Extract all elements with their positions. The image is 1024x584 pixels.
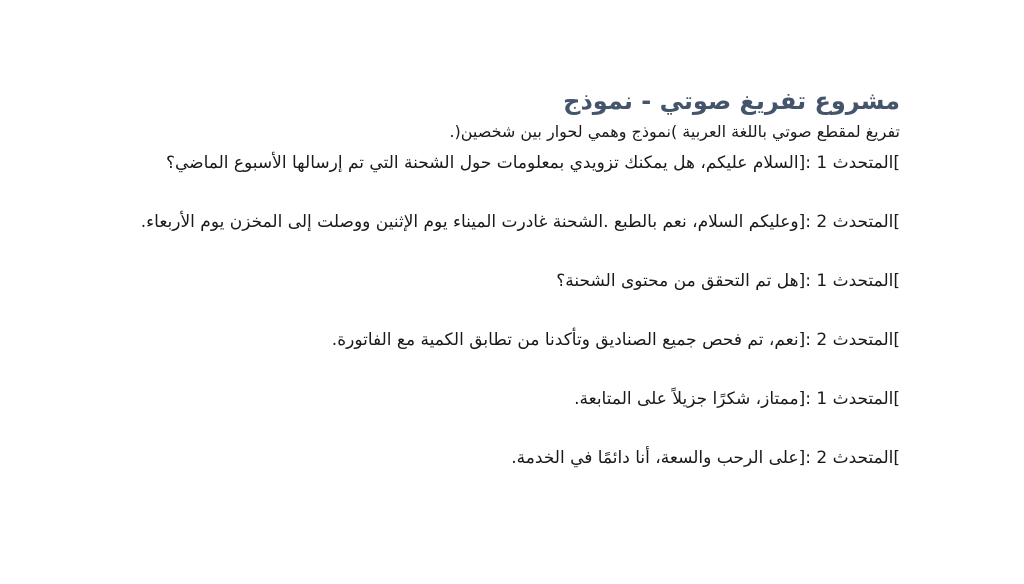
transcript-lines (120, 150, 900, 471)
transcript-line-1: ]المتحدث 1 :[السلام عليكم، هل يمكنك تزويدي بمعلومات حول الشحنة التي تم إرسالها الأسبوع الماضي؟ (165, 153, 900, 173)
transcript-line-5: ]المتحدث 1 :[ممتاز، شكرًا جزيلاً على المتابعة. (574, 389, 900, 409)
document-subtitle: تفريغ لمقطع صوتي باللغة العربية )نموذج وهمي لحوار بين شخصين(. (449, 122, 900, 141)
transcript-body (120, 84, 900, 504)
transcript-line-3: ]المتحدث 1 :[هل تم التحقق من محتوى الشحنة؟ (556, 271, 900, 291)
document-title: مشروع تفريغ صوتي - نموذج (563, 87, 900, 115)
transcript-line-2: ]المتحدث 2 :[وعليكم السلام، نعم بالطبع .الشحنة غادرت الميناء يوم الإثنين ووصلت إلى المخزن يوم الأربعاء. (140, 212, 900, 232)
transcript-line-4: ]المتحدث 2 :[نعم، تم فحص جميع الصناديق وتأكدنا من تطابق الكمية مع الفاتورة. (331, 330, 900, 350)
transcript-line-6: ]المتحدث 2 :[على الرحب والسعة، أنا دائمًا في الخدمة. (511, 448, 900, 468)
